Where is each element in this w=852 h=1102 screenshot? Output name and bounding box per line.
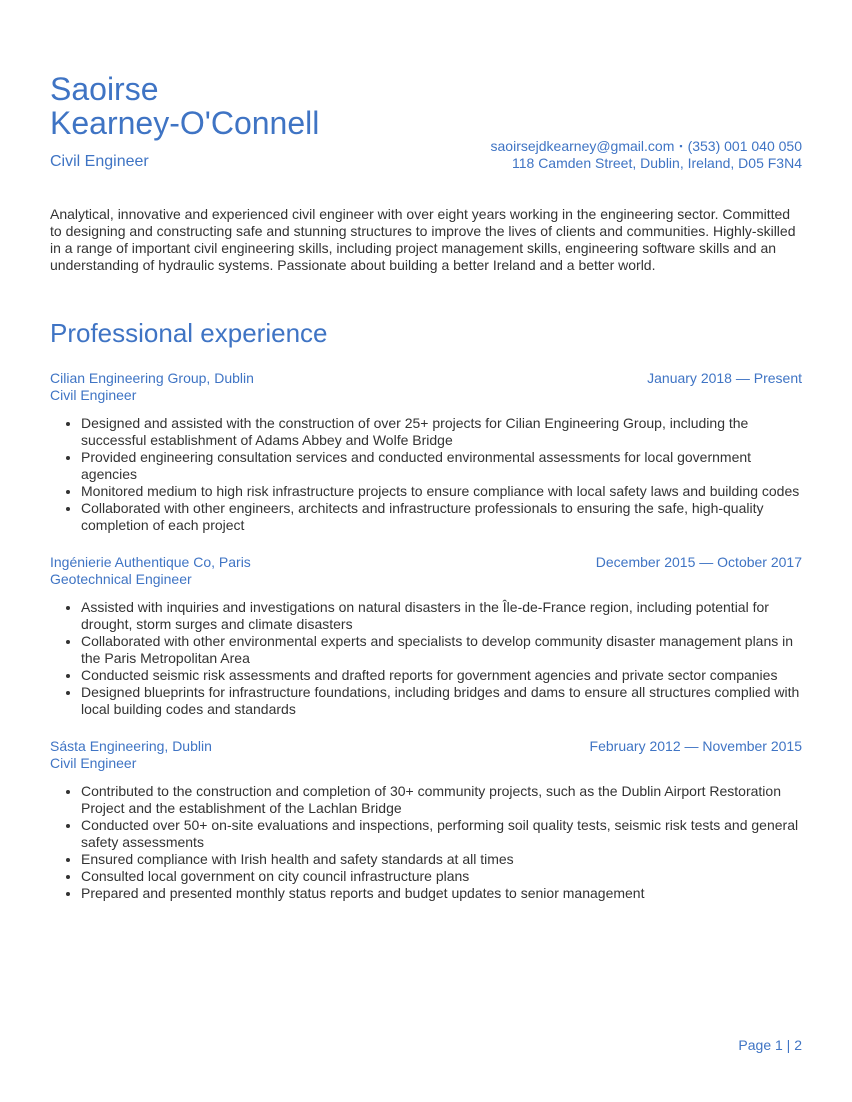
job-header — [50, 370, 802, 387]
job-bullet: • Prepared and presented monthly status reports and budget updates to senior management — [81, 885, 802, 902]
job-list — [50, 370, 802, 902]
contact-line-1 — [491, 138, 802, 155]
job-entry — [50, 370, 802, 534]
job-header — [50, 554, 802, 571]
job-entry — [50, 738, 802, 902]
job-entry — [50, 554, 802, 718]
job-bullet: • Designed and assisted with the construction of over 25+ projects for Cilian Engineering Group, including the successful establishment of Adams Abbey and Wolfe Bridge — [81, 415, 802, 449]
job-company: Ingénierie Authentique Co, Paris — [50, 554, 251, 570]
job-bullet: • Conducted over 50+ on-site evaluations and inspections, performing soil quality tests, seismic risk tests and general safety assessments — [81, 817, 802, 851]
job-bullets — [50, 599, 802, 718]
email-link[interactable]: saoirsejdkearney@gmail.com — [490, 138, 675, 154]
job-bullet: • Monitored medium to high risk infrastructure projects to ensure compliance with local safety laws and building codes — [81, 483, 802, 500]
phone-number: (353) 001 040 050 — [687, 138, 802, 154]
page-number: Page 1 | 2 — [738, 1037, 802, 1053]
resume-page — [50, 72, 802, 902]
job-company: Cilian Engineering Group, Dublin — [50, 370, 254, 386]
job-title: Civil Engineer — [50, 755, 137, 771]
address: 118 Camden Street, Dublin, Ireland, D05 F3N4 — [511, 155, 802, 171]
job-bullet: • Consulted local government on city council infrastructure plans — [81, 868, 802, 885]
last-name: Kearney-O'Connell — [50, 105, 320, 141]
job-bullets — [50, 415, 802, 534]
candidate-role: Civil Engineer — [50, 153, 149, 170]
job-header — [50, 738, 802, 755]
job-title: Civil Engineer — [50, 387, 137, 403]
first-name: Saoirse — [50, 71, 159, 107]
job-bullet: • Collaborated with other engineers, architects and infrastructure professionals to ensuring the safe, high-quality completion of each project — [81, 500, 802, 534]
contact-block — [491, 138, 802, 172]
candidate-name — [50, 72, 802, 140]
job-bullet: • Contributed to the construction and completion of 30+ community projects, such as the Dublin Airport Restoration Project and the establishment of the Lachlan Bridge — [81, 783, 802, 817]
job-bullets — [50, 783, 802, 902]
job-company: Sásta Engineering, Dublin — [50, 738, 212, 754]
job-bullet: • Collaborated with other environmental experts and specialists to develop community disaster management plans in the Paris Metropolitan Area — [81, 633, 802, 667]
job-bullet: • Provided engineering consultation services and conducted environmental assessments for local government agencies — [81, 449, 802, 483]
separator-icon: ▪ — [679, 141, 683, 151]
job-title: Geotechnical Engineer — [50, 571, 192, 587]
job-bullet: • Conducted seismic risk assessments and drafted reports for government agencies and private sector companies — [81, 667, 802, 684]
job-dates: February 2012 — November 2015 — [589, 738, 802, 754]
resume-header — [50, 72, 802, 184]
job-bullet: • Assisted with inquiries and investigations on natural disasters in the Île-de-France region, including potential for drought, storm surges and climate disasters — [81, 599, 802, 633]
job-bullet: • Designed blueprints for infrastructure foundations, including bridges and dams to ensure all structures complied with local building codes and standards — [81, 684, 802, 718]
job-bullet: • Ensured compliance with Irish health and safety standards at all times — [81, 851, 802, 868]
professional-summary: Analytical, innovative and experienced civil engineer with over eight years working in the engineering sector. Committed to designing and constructing safe and stunning structures to improve the lives of clients and communities. Highly-skilled in a range of important civil engineering skills, including project management skills, engineering software skills and an understanding of hydraulic systems. Passionate about building a better Ireland and a better world. — [50, 206, 796, 273]
section-title-experience: Professional experience — [50, 318, 328, 348]
job-dates: January 2018 — Present — [647, 370, 802, 386]
job-dates: December 2015 — October 2017 — [595, 554, 802, 570]
